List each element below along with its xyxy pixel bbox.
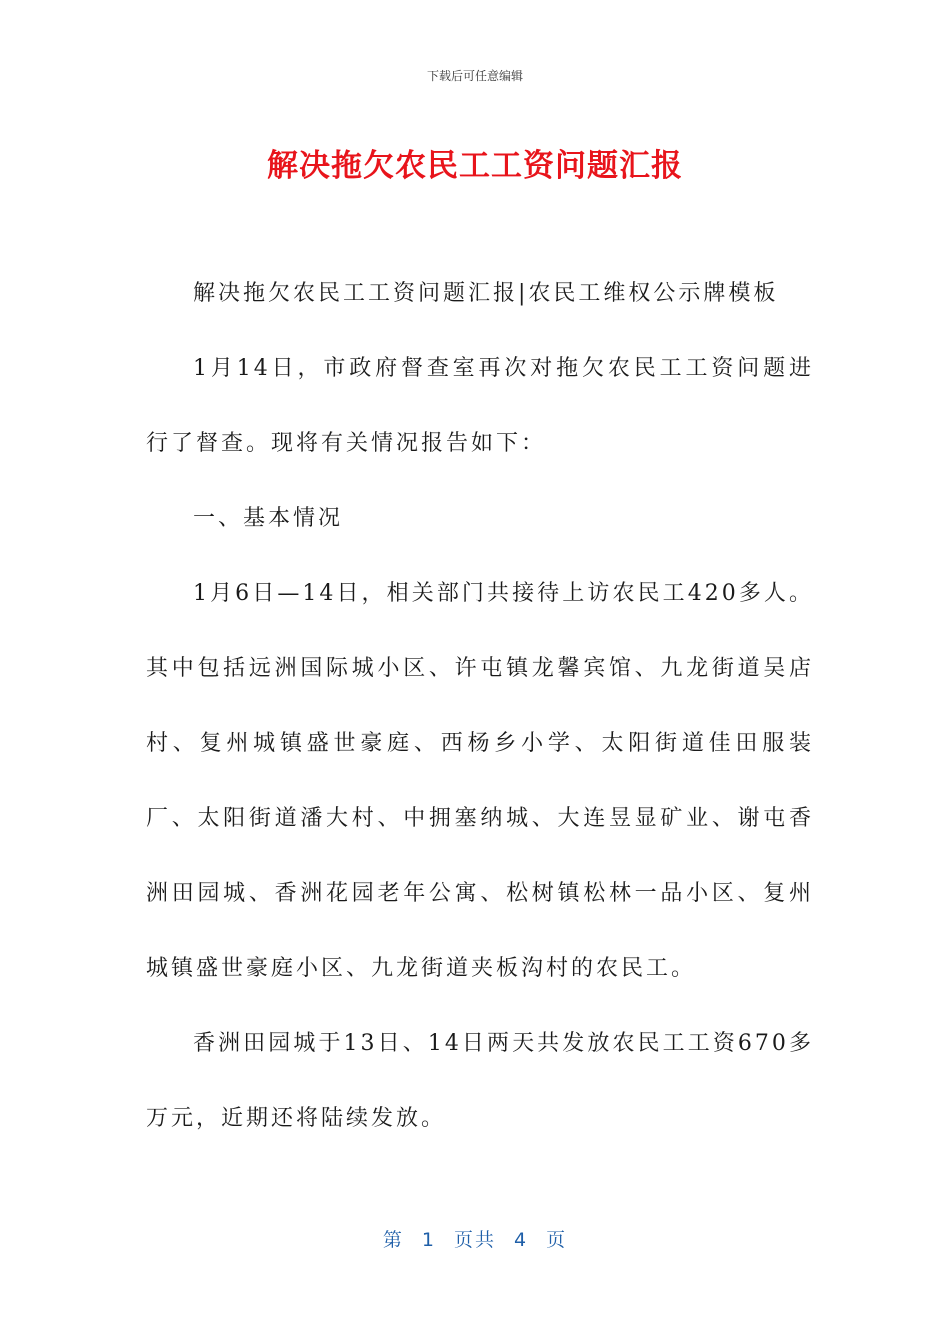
paragraph-visitors: 1月6日—14日，相关部门共接待上访农民工420多人。其中包括远洲国际城小区、许屯镇龙馨宾馆、九龙街道吴店村、复州城镇盛世豪庭、西杨乡小学、太阳街道佳田服装厂、太阳街道潘大村、中拥塞纳城、大连昱显矿业、谢屯香洲田园城、香洲花园老年公寓、松树镇松林一品小区、复州城镇盛世豪庭小区、九龙街道夹板沟村的农民工。 bbox=[146, 581, 814, 981]
document-title: 解决拖欠农民工工资问题汇报 bbox=[267, 148, 683, 184]
paragraph-subtitle: 解决拖欠农民工工资问题汇报|农民工维权公示牌模板 bbox=[193, 281, 779, 306]
page-indicator: 第 1 页共 4 页 bbox=[382, 1229, 568, 1251]
paragraph-wages-paid: 香洲田园城于13日、14日两天共发放农民工工资670多万元，近期还将陆续发放。 bbox=[146, 1031, 814, 1131]
paragraph-intro: 1月14日，市政府督查室再次对拖欠农民工工资问题进行了督查。现将有关情况报告如下： bbox=[146, 356, 814, 456]
header-note: 下载后可任意编辑 bbox=[426, 69, 523, 83]
section-heading-basic-situation: 一、基本情况 bbox=[193, 506, 344, 531]
document-body bbox=[146, 256, 814, 1156]
